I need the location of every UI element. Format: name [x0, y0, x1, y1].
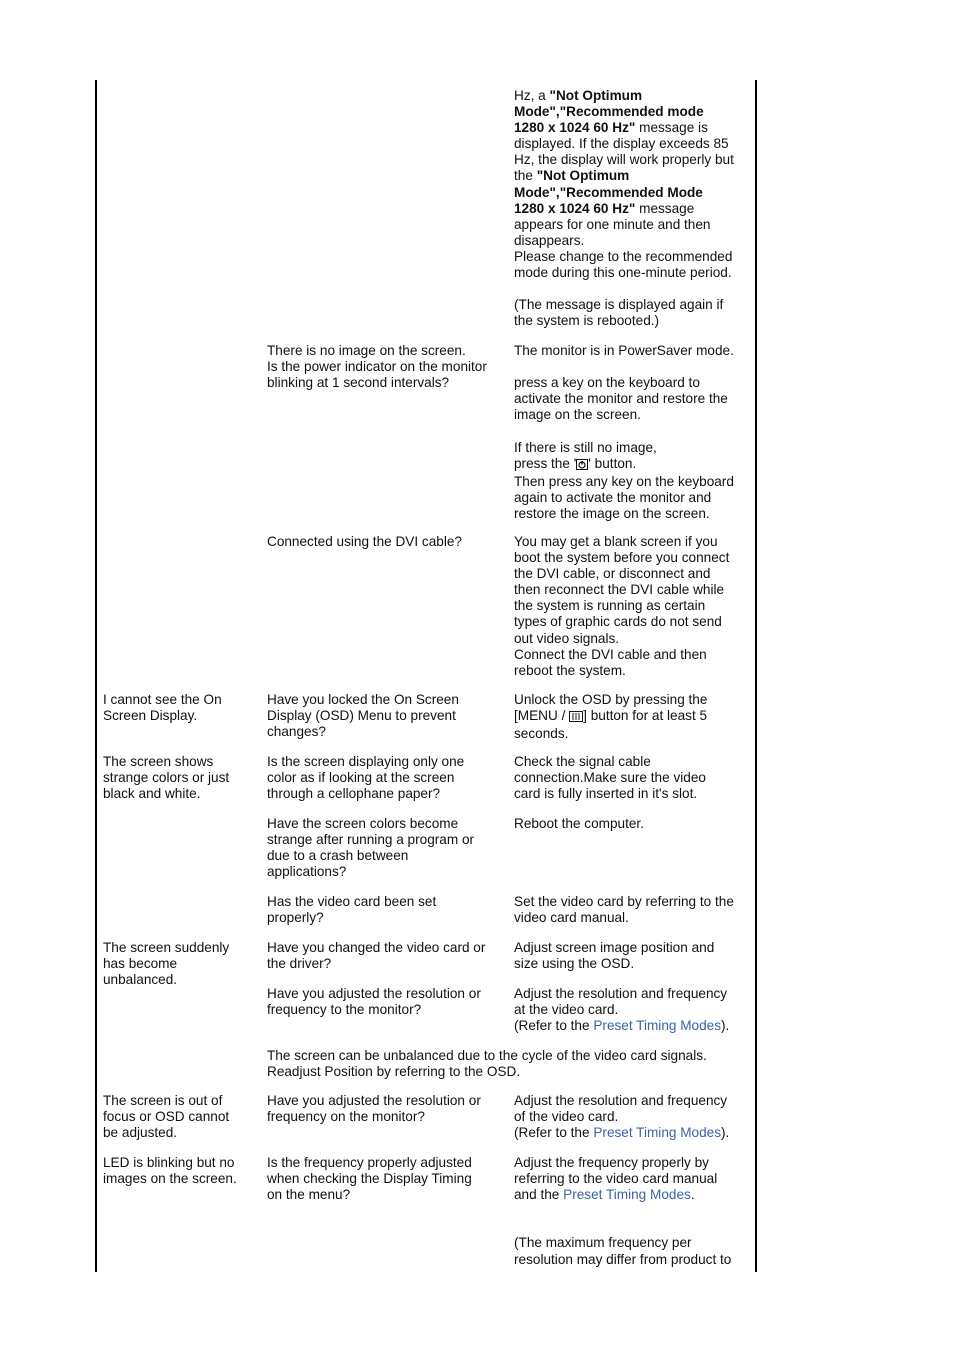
text-line [514, 786, 706, 802]
text-line: when checking the Display Timing [267, 1171, 472, 1187]
question-cell [267, 534, 462, 550]
preset-timing-modes-link[interactable]: Preset Timing Modes [593, 1125, 722, 1141]
text-line: due to a crash between [267, 848, 409, 864]
text-line: has become [103, 956, 178, 972]
text-line [514, 313, 734, 329]
text-line [514, 281, 734, 297]
text-line [514, 566, 729, 582]
text-line: Connected using the DVI cable? [267, 534, 462, 549]
text-line: blinking at 1 second intervals? [267, 375, 450, 391]
text-line: strange colors or just [103, 770, 230, 786]
text-line [514, 217, 734, 233]
text-line [514, 986, 729, 1002]
text-run: Unlock the OSD by pressing the [514, 692, 708, 707]
text-line: black and white. [103, 786, 201, 802]
text-line [514, 534, 729, 550]
bold-text: 1280 x 1024 60 Hz" [514, 200, 636, 216]
answer-cell [514, 692, 707, 742]
text-line [514, 770, 706, 786]
text-run: If there is still no image, [514, 439, 657, 455]
text-run: appears for one minute and then [514, 216, 711, 232]
question-cell [267, 816, 474, 880]
text-run: the system is rebooted.) [514, 313, 660, 329]
symptom-cell [103, 754, 229, 802]
answer-cell [514, 1155, 731, 1268]
text-run: Adjust screen image position and [514, 940, 715, 955]
text-line [514, 185, 734, 201]
text-line [514, 708, 707, 726]
text-run: [MENU / [514, 708, 570, 724]
answer-cell [514, 940, 714, 972]
text-run: video card manual. [514, 910, 629, 926]
text-run: The monitor is in PowerSaver mode. [514, 343, 734, 358]
text-run: again to activate the monitor and [514, 489, 712, 505]
symptom-cell [103, 1093, 229, 1141]
text-run: . [690, 1187, 695, 1203]
text-line: color as if looking at the screen [267, 770, 455, 786]
text-line [514, 474, 734, 490]
text-line [514, 375, 734, 391]
text-line: Is the frequency properly adjusted [267, 1155, 472, 1170]
text-run: reboot the system. [514, 662, 626, 678]
text-line [514, 940, 714, 956]
text-line [514, 1187, 731, 1203]
text-run: and the [514, 1187, 564, 1203]
question-cell [267, 1093, 481, 1125]
text-line [514, 1155, 731, 1171]
text-line [514, 456, 734, 474]
text-line [514, 647, 729, 663]
text-run: Check the signal cable [514, 754, 651, 769]
question-cell [267, 894, 436, 926]
text-run: Then press any key on the keyboard [514, 473, 734, 489]
text-run: Adjust the resolution and frequency [514, 986, 728, 1001]
text-line [514, 614, 729, 630]
answer-cell [514, 894, 734, 926]
text-run: boot the system before you connect [514, 550, 730, 566]
bold-text: Mode","Recommended mode [514, 104, 704, 120]
text-line [514, 359, 734, 375]
text-line: changes? [267, 724, 326, 740]
text-run: message is [635, 120, 708, 136]
text-line [514, 233, 734, 249]
menu-button-icon [569, 710, 583, 726]
text-line [514, 598, 729, 614]
question-cell [267, 986, 481, 1018]
bold-text: "Not Optimum [549, 88, 643, 103]
text-run: of the video card. [514, 1109, 619, 1125]
text-line: LED is blinking but no [103, 1155, 235, 1170]
text-run: activate the monitor and restore the [514, 391, 728, 407]
answer-cell [514, 343, 734, 522]
answer-cell [514, 1093, 729, 1141]
answer-cell [514, 534, 729, 679]
text-run: Hz, a [514, 88, 550, 103]
text-line: Have you adjusted the resolution or [267, 1093, 481, 1108]
text-line [514, 506, 734, 522]
text-run: ] button for at least 5 [583, 708, 708, 724]
text-line: I cannot see the On [103, 692, 222, 707]
answer-cell [514, 816, 644, 832]
text-line [514, 1093, 729, 1109]
text-line [514, 440, 734, 456]
text-line: focus or OSD cannot [103, 1109, 230, 1125]
text-run: Hz, the display will work properly but [514, 152, 734, 168]
text-run: (The maximum frequency per [514, 1235, 692, 1251]
text-line [514, 582, 729, 598]
question-cell [267, 1155, 472, 1203]
text-line [514, 136, 734, 152]
power-button-icon [576, 458, 588, 474]
text-run: press the ' [514, 455, 577, 471]
text-line [514, 894, 734, 910]
text-line [514, 88, 734, 104]
text-run: ' button. [588, 455, 637, 471]
text-line [514, 550, 729, 566]
bold-text: 1280 x 1024 60 Hz" [514, 120, 636, 136]
text-line [514, 816, 644, 832]
text-line: be adjusted. [103, 1125, 178, 1141]
table-left-border [95, 80, 97, 1272]
symptom-cell [103, 1155, 237, 1187]
text-run: card is fully inserted in it's slot. [514, 786, 698, 802]
text-run: mode during this one-minute period. [514, 265, 732, 281]
answer-cell [514, 88, 734, 329]
symptom-cell [103, 940, 229, 988]
text-line: The screen suddenly [103, 940, 230, 955]
text-line [514, 1235, 731, 1251]
text-line [514, 407, 734, 423]
text-line: Have you locked the On Screen [267, 692, 459, 707]
text-run: Set the video card by referring to the [514, 894, 734, 909]
answer-cell [514, 986, 729, 1034]
text-line: Screen Display. [103, 708, 198, 724]
text-line [514, 1018, 729, 1034]
text-line [514, 910, 734, 926]
text-line [514, 391, 734, 407]
text-line: Have the screen colors become [267, 816, 459, 831]
text-run: the [514, 168, 537, 184]
text-run: image on the screen. [514, 407, 641, 423]
text-run: Adjust the frequency properly by [514, 1155, 709, 1170]
text-line: images on the screen. [103, 1171, 237, 1187]
text-line: frequency on the monitor? [267, 1109, 425, 1125]
text-line [514, 168, 734, 184]
text-line: applications? [267, 864, 347, 880]
question-cell [267, 343, 487, 391]
text-line: There is no image on the screen. [267, 343, 466, 358]
text-line [514, 1252, 731, 1268]
text-line [514, 1203, 731, 1219]
answer-cell [514, 754, 706, 802]
text-line [514, 120, 734, 136]
text-run: (Refer to the [514, 1018, 594, 1034]
text-run: then reconnect the DVI cable while [514, 582, 725, 598]
text-line [514, 265, 734, 281]
question-cell [267, 754, 464, 802]
text-line [514, 1125, 729, 1141]
text-line [514, 754, 706, 770]
text-run: at the video card. [514, 1002, 619, 1018]
table-right-border [755, 80, 757, 1272]
text-line [514, 1219, 731, 1235]
text-line [514, 726, 707, 742]
text-line: on the menu? [267, 1187, 351, 1203]
text-line [514, 1171, 731, 1187]
text-run: ). [721, 1125, 730, 1141]
text-line [514, 104, 734, 120]
text-line [514, 1109, 729, 1125]
text-line [514, 1002, 729, 1018]
text-line [514, 201, 734, 217]
text-line: strange after running a program or [267, 832, 475, 848]
question-cell [267, 692, 459, 740]
text-run: seconds. [514, 726, 569, 742]
text-line [514, 423, 734, 439]
text-run: disappears. [514, 232, 585, 248]
text-run: press a key on the keyboard to [514, 375, 700, 391]
preset-timing-modes-link[interactable]: Preset Timing Modes [593, 1018, 722, 1034]
bold-text: "Not Optimum [536, 168, 630, 184]
text-line: properly? [267, 910, 324, 926]
text-run: You may get a blank screen if you [514, 534, 718, 549]
text-run: Please change to the recommended [514, 248, 733, 264]
text-line: Is the screen displaying only one [267, 754, 465, 769]
text-run: restore the image on the screen. [514, 505, 710, 521]
text-line [514, 343, 734, 359]
symptom-cell [103, 692, 222, 724]
text-line: Display (OSD) Menu to prevent [267, 708, 456, 724]
text-run: the system is running as certain [514, 598, 706, 614]
text-line [514, 297, 734, 313]
bold-text: Mode","Recommended Mode [514, 184, 703, 200]
text-run: types of graphic cards do not send [514, 614, 722, 630]
text-run: ). [721, 1018, 730, 1034]
question-cell [267, 940, 485, 972]
text-line [514, 249, 734, 265]
text-line: frequency to the monitor? [267, 1002, 422, 1018]
text-run: Connect the DVI cable and then [514, 646, 707, 662]
text-line: the driver? [267, 956, 332, 972]
text-run: message [635, 200, 695, 216]
text-run: resolution may differ from product to [514, 1251, 732, 1267]
text-line: Have you changed the video card or [267, 940, 486, 955]
text-line: unbalanced. [103, 972, 178, 988]
text-run: out video signals. [514, 630, 620, 646]
text-line: through a cellophane paper? [267, 786, 441, 802]
text-run: (Refer to the [514, 1125, 594, 1141]
text-line [514, 956, 714, 972]
text-line: Readjust Position by referring to the OSD. [267, 1064, 521, 1080]
text-line: The screen is out of [103, 1093, 223, 1108]
text-run: Reboot the computer. [514, 816, 644, 831]
text-line [514, 152, 734, 168]
text-run: referring to the video card manual [514, 1171, 718, 1187]
text-line [514, 631, 729, 647]
text-run: size using the OSD. [514, 956, 635, 972]
note-cell [267, 1048, 707, 1080]
preset-timing-modes-link[interactable]: Preset Timing Modes [563, 1187, 691, 1203]
text-line: Have you adjusted the resolution or [267, 986, 481, 1001]
text-run: Adjust the resolution and frequency [514, 1093, 728, 1108]
text-line [514, 663, 729, 679]
text-run: displayed. If the display exceeds 85 [514, 136, 729, 152]
text-line: The screen shows [103, 754, 214, 769]
text-line: The screen can be unbalanced due to the cycle of the video card signals. [267, 1048, 707, 1063]
text-run: connection.Make sure the video [514, 770, 706, 786]
text-line: Is the power indicator on the monitor [267, 359, 487, 375]
text-run: (The message is displayed again if [514, 297, 724, 313]
text-line [514, 692, 707, 708]
text-line [514, 490, 734, 506]
text-run: the DVI cable, or disconnect and [514, 566, 711, 582]
text-line: Has the video card been set [267, 894, 437, 909]
